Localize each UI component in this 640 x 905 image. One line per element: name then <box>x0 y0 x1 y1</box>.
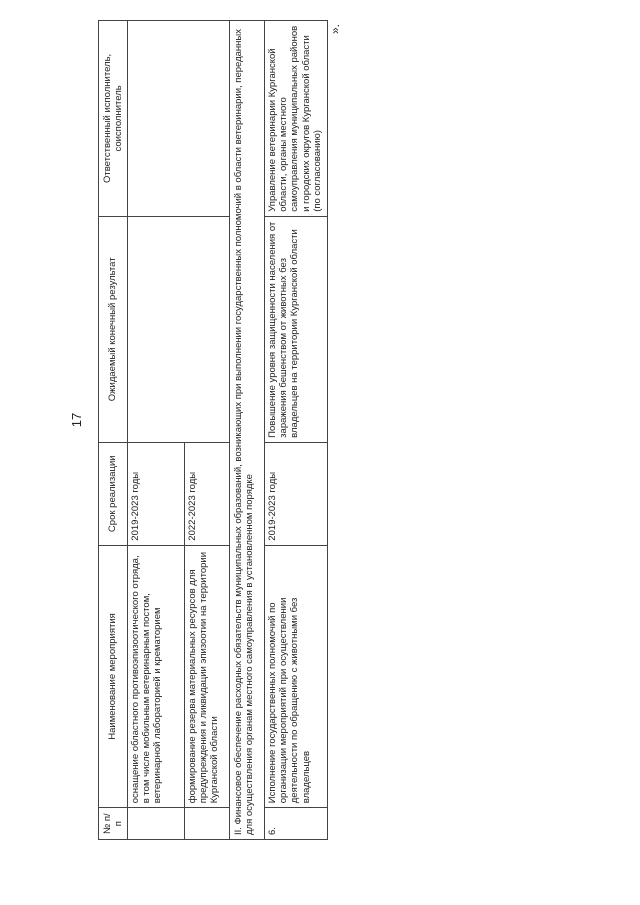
row6-name: Исполнение государственных полномочий по организации мероприятий при осуществлении деятельности по обращению с животными без владельцев <box>265 545 328 808</box>
row2-term: 2022-2023 годы <box>185 442 230 545</box>
header-responsible: Ответственный исполнитель, соисполнитель <box>99 21 128 217</box>
row2-num <box>185 808 230 840</box>
closing-quote: ». <box>328 23 343 35</box>
table-container <box>98 20 328 840</box>
activities-table <box>98 20 328 840</box>
section-row <box>230 21 265 840</box>
row1-result <box>128 216 230 442</box>
header-term: Срок реализации <box>99 442 128 545</box>
table-row <box>128 21 185 840</box>
row6-term: 2019-2023 годы <box>265 442 328 545</box>
header-result: Ожидаемый конечный результат <box>99 216 128 442</box>
row2-name: формирование резерва материальных ресурсов для предупреждения и ликвидации эпизоотии на территории Курганской области <box>185 545 230 808</box>
row1-responsible <box>128 21 230 217</box>
row6-num: 6. <box>265 808 328 840</box>
header-name: Наименование мероприятия <box>99 545 128 808</box>
section-heading: II. Финансовое обеспечение расходных обязательств муниципальных образований, возникающих при выполнении государственных полномочий в области ветеринарии, переданных для осуществления органам местного самоуправления в установленном порядке <box>230 21 265 840</box>
row6-result: Повышение уровня защищенности населения от заражения бешенством от животных без владельцев на территории Курганской области <box>265 216 328 442</box>
row1-num <box>128 808 185 840</box>
table-header-row <box>99 21 128 840</box>
table-row <box>265 21 328 840</box>
row1-term: 2019-2023 годы <box>128 442 185 545</box>
header-num: № п/п <box>99 808 128 840</box>
row6-responsible: Управление ветеринарии Курганской области, органы местного самоуправления муниципальных районов и городских округов Курганской области (по согласованию) <box>265 21 328 217</box>
rotated-table-frame <box>98 20 328 840</box>
row1-name: оснащение областного противоэпизоотического отряда, в том числе мобильным ветеринарным постом, ветеринарной лабораторией и крематорием <box>128 545 185 808</box>
page-number: 17 <box>69 412 84 428</box>
